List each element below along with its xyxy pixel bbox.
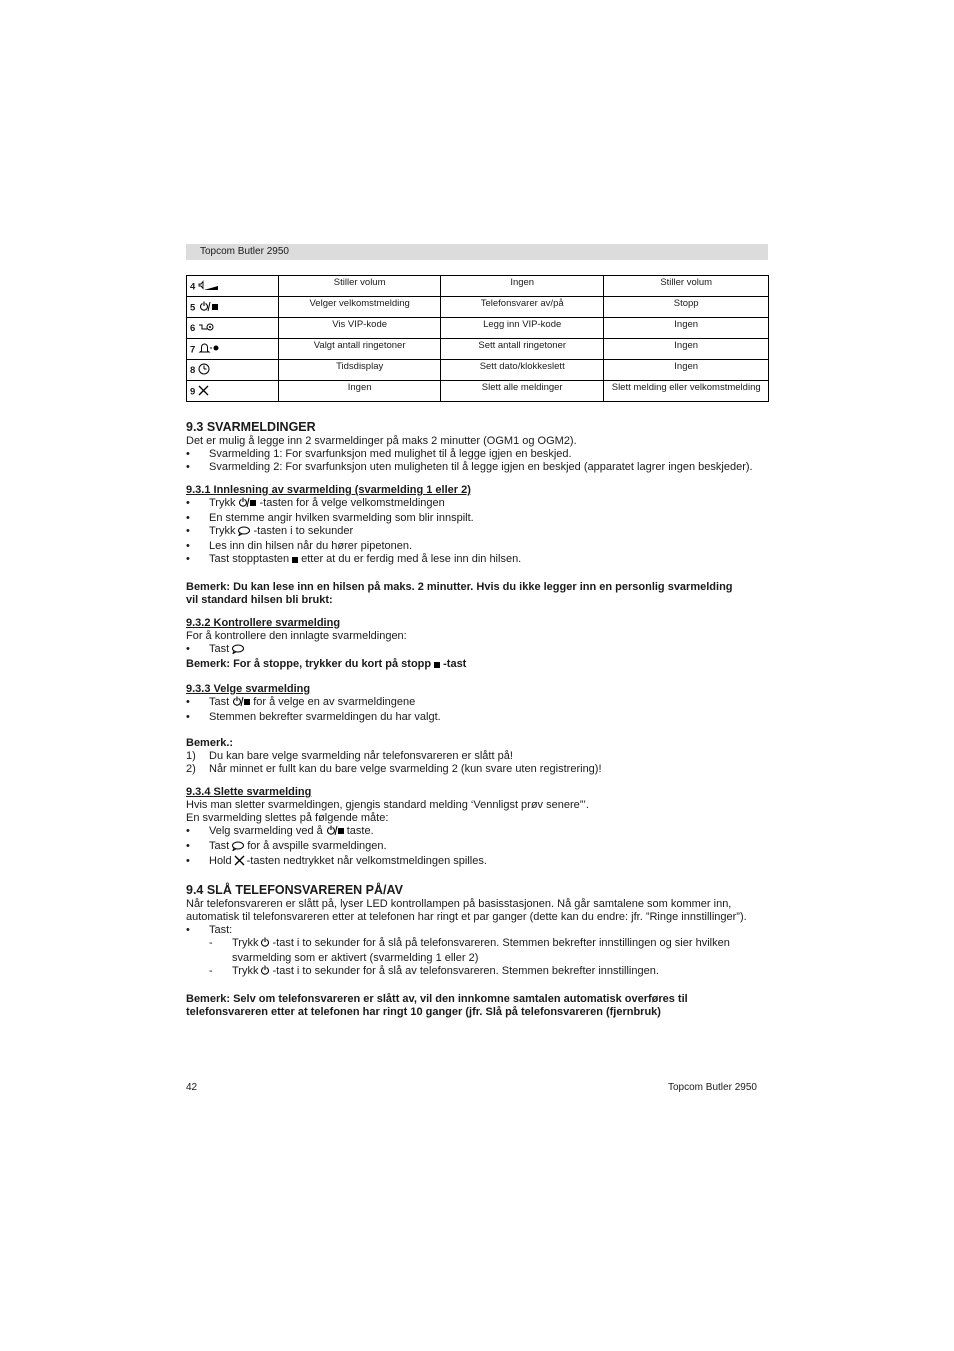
table-cell: Ingen: [279, 381, 441, 402]
table-cell: Valgt antall ringetoner: [279, 339, 441, 360]
list-item: • Les inn din hilsen når du hører pipetonen.: [186, 540, 413, 552]
note: Bemerk: For å stoppe, trykker du kort på stopp -tast: [186, 658, 776, 673]
page-header-title: Topcom Butler 2950: [200, 246, 289, 257]
list-item: • Svarmelding 2: For svarfunksjon uten muligheten til å legge igjen en beskjed (apparatet lagrer ingen beskjeder).: [186, 461, 753, 473]
paragraph: For å kontrollere den innlagte svarmeldingen:: [186, 630, 407, 642]
list-item: • Tast:: [186, 924, 233, 936]
bell-dot-icon: [198, 343, 220, 357]
note: Bemerk: Selv om telefonsvareren er slått av, vil den innkomne samtalen automatisk overføres til: [186, 993, 688, 1005]
list-item: • Velg svarmelding ved å taste.: [186, 825, 776, 840]
power-icon: [260, 937, 270, 952]
key-cell: [187, 339, 279, 360]
page-header-bar: [186, 244, 768, 260]
subsection-title-9-3-3: 9.3.3 Velge svarmelding: [186, 683, 311, 695]
key-number: 7: [190, 344, 196, 356]
table-cell: Ingen: [604, 339, 769, 360]
list-item: • Trykk -tasten for å velge velkomstmeldingen: [186, 497, 776, 512]
key-cell: [187, 276, 279, 297]
key-cell: [187, 360, 279, 381]
message-play-icon: [231, 644, 245, 658]
vip-key-icon: [198, 322, 214, 335]
paragraph: Hvis man sletter svarmeldingen, gjengis standard melding ‘Vennligst prøv senere”’.: [186, 799, 589, 811]
list-item: • Tast for å velge en av svarmeldingene: [186, 696, 776, 711]
table-cell: Stopp: [604, 297, 769, 318]
note: Bemerk: Du kan lese inn en hilsen på maks. 2 minutter. Hvis du ikke legger inn en personlig svarmelding: [186, 581, 733, 593]
paragraph: automatisk til telefonsvareren etter at telefonen har ringt et par ganger (dette kan du endre: jfr. ”Ringe innstillinger”).: [186, 911, 747, 923]
subsection-title-9-3-1: 9.3.1 Innlesning av svarmelding (svarmelding 1 eller 2): [186, 484, 471, 496]
table-cell: Stiller volum: [604, 276, 769, 297]
table-row: [187, 381, 769, 402]
table-cell: Velger velkomstmelding: [279, 297, 441, 318]
table-cell: Slett melding eller velkomstmelding: [604, 381, 769, 402]
table-cell: Tidsdisplay: [279, 360, 441, 381]
list-item: • Stemmen bekrefter svarmeldingen du har valgt.: [186, 711, 441, 723]
key-cell: [187, 297, 279, 318]
table-row: [187, 276, 769, 297]
sub-list-item: - Trykk -tast i to sekunder for å slå på telefonsvareren. Stemmen bekrefter innstillingen og sier hvilken svarmelding som er aktivert (svarmelding 1 eller 2): [209, 937, 730, 964]
list-item: • Hold -tasten nedtrykket når velkomstmeldingen spilles.: [186, 855, 776, 870]
note: vil standard hilsen bli brukt:: [186, 594, 333, 606]
delete-x-icon: [234, 855, 245, 870]
message-play-icon: [231, 841, 245, 855]
delete-x-icon: [198, 385, 209, 399]
table-cell: Sett antall ringetoner: [441, 339, 604, 360]
key-cell: [187, 318, 279, 339]
volume-icon: [198, 280, 220, 294]
key-number: 8: [190, 365, 196, 377]
note: telefonsvareren etter at telefonen har ringt 10 ganger (jfr. Slå på telefonsvareren (fjernbruk): [186, 1006, 661, 1018]
key-function-table: [186, 275, 769, 402]
main-content: [186, 420, 776, 1019]
clock-icon: [198, 363, 210, 378]
list-item: • Tast: [186, 643, 776, 658]
list-item: • Tast for å avspille svarmeldingen.: [186, 840, 776, 855]
key-number: 5: [190, 302, 196, 314]
list-item: • En stemme angir hvilken svarmelding som blir innspilt.: [186, 512, 474, 524]
numbered-item: 2) Når minnet er fullt kan du bare velge svarmelding 2 (kun svare uten registrering)!: [186, 763, 602, 775]
table-cell: Legg inn VIP-kode: [441, 318, 604, 339]
table-cell: Vis VIP-kode: [279, 318, 441, 339]
power-stop-icon: [237, 497, 257, 512]
paragraph: Det er mulig å legge inn 2 svarmeldinger på maks 2 minutter (OGM1 og OGM2).: [186, 435, 577, 447]
paragraph: En svarmelding slettes på følgende måte:: [186, 812, 389, 824]
table-row: [187, 360, 769, 381]
list-item: • Trykk -tasten i to sekunder: [186, 525, 776, 540]
subsection-title-9-3-4: 9.3.4 Slette svarmelding: [186, 786, 312, 798]
key-number: 6: [190, 323, 196, 335]
table-cell: Ingen: [604, 318, 769, 339]
table-cell: Ingen: [604, 360, 769, 381]
numbered-item: 1) Du kan bare velge svarmelding når telefonsvareren er slått på!: [186, 750, 513, 762]
power-icon: [260, 965, 270, 980]
table-row: [187, 318, 769, 339]
table-cell: Slett alle meldinger: [441, 381, 604, 402]
message-play-icon: [237, 526, 251, 540]
stop-icon: [291, 555, 299, 568]
section-title-9-3: 9.3 SVARMELDINGER: [186, 420, 316, 434]
table-cell: Ingen: [441, 276, 604, 297]
page-number: 42: [186, 1082, 198, 1093]
table-cell: Telefonsvarer av/på: [441, 297, 604, 318]
stop-icon: [433, 660, 441, 673]
sub-list-item: - Trykk -tast i to sekunder for å slå av telefonsvareren. Stemmen bekrefter innstillingen.: [186, 965, 776, 980]
power-stop-icon: [325, 825, 345, 840]
table-row: [187, 297, 769, 318]
table-cell: Sett dato/klokkeslett: [441, 360, 604, 381]
key-cell: [187, 381, 279, 402]
footer-title: Topcom Butler 2950: [668, 1082, 757, 1093]
subsection-title-9-3-2: 9.3.2 Kontrollere svarmelding: [186, 617, 341, 629]
key-number: 4: [190, 281, 196, 293]
power-stop-icon: [198, 301, 220, 315]
section-title-9-4: 9.4 SLÅ TELEFONSVAREREN PÅ/AV: [186, 883, 403, 897]
paragraph: Når telefonsvareren er slått på, lyser LED kontrollampen på basisstasjonen. Nå går samtalene som kommer inn,: [186, 898, 732, 910]
list-item: • Tast stopptasten etter at du er ferdig med å lese inn din hilsen.: [186, 553, 776, 568]
list-item: • Svarmelding 1: For svarfunksjon med mulighet til å legge igjen en beskjed.: [186, 448, 572, 460]
table-cell: Stiller volum: [279, 276, 441, 297]
power-stop-icon: [231, 696, 251, 711]
key-number: 9: [190, 386, 196, 398]
note: Bemerk.:: [186, 737, 234, 749]
table-row: [187, 339, 769, 360]
